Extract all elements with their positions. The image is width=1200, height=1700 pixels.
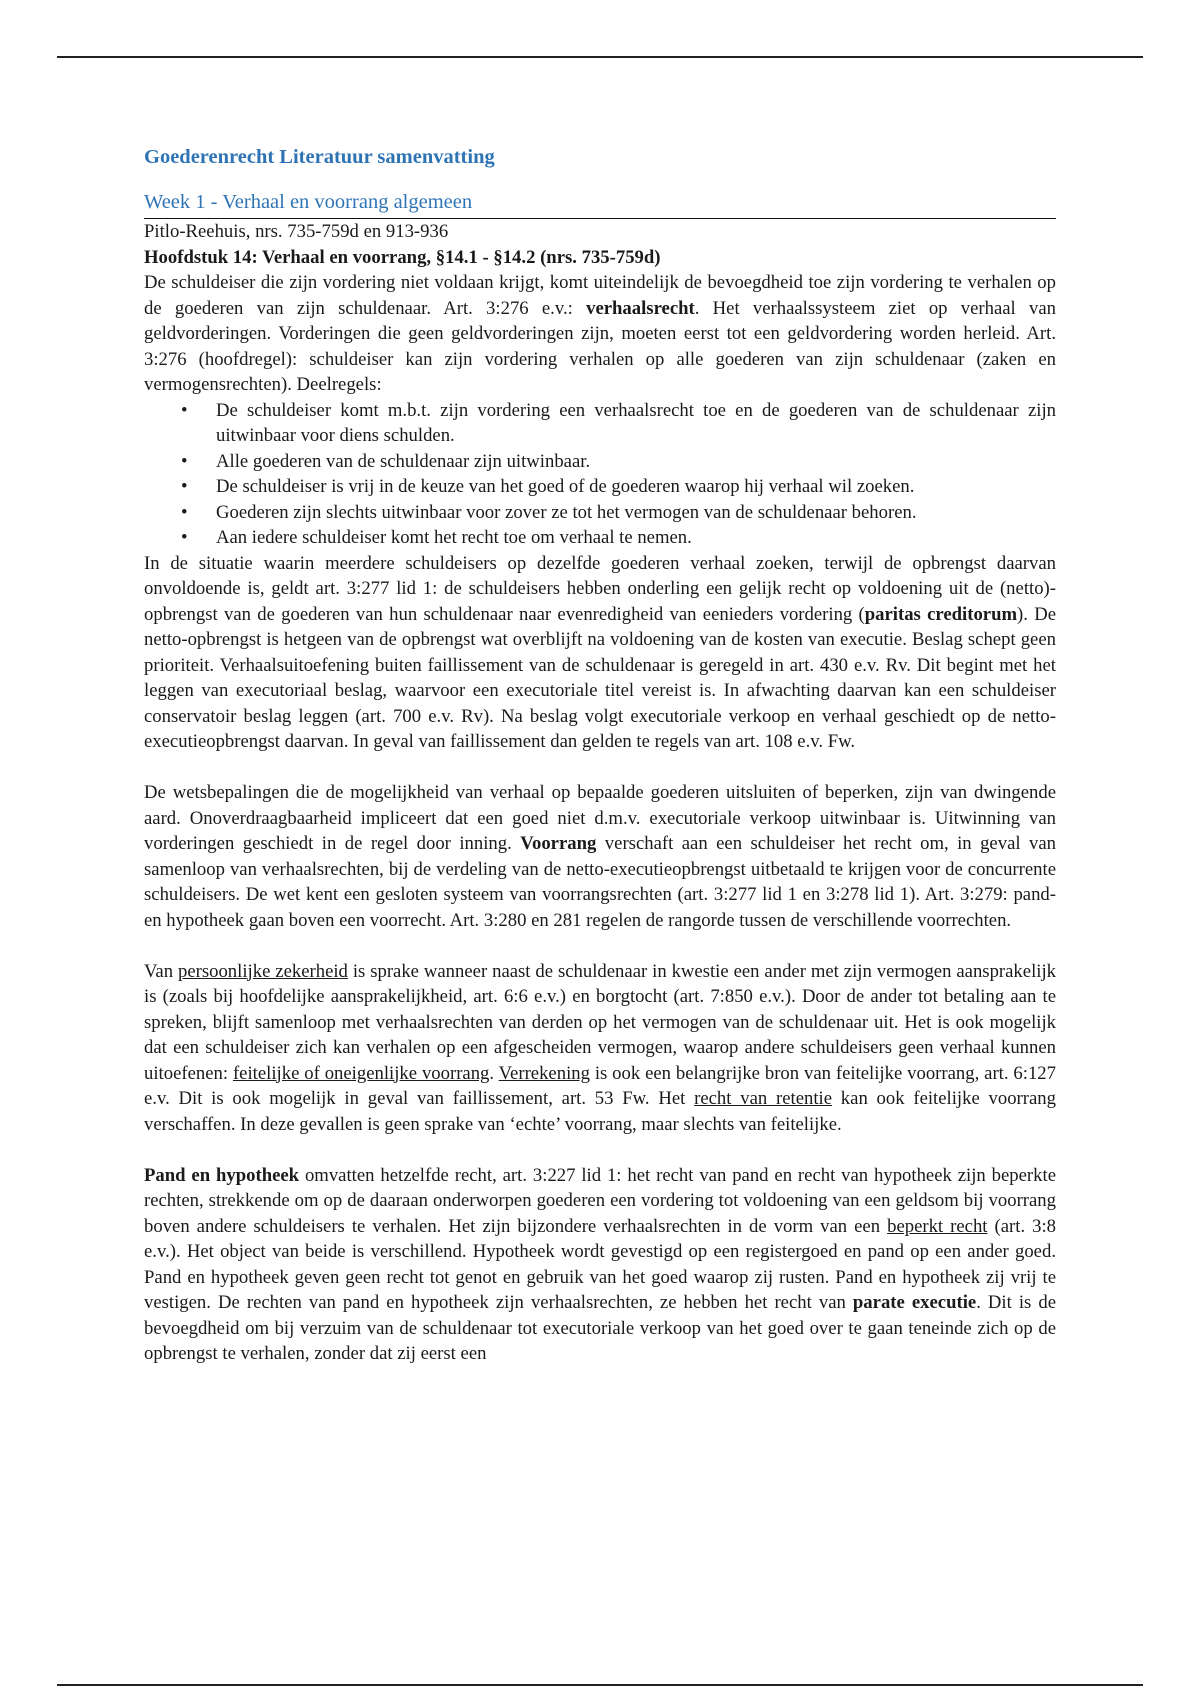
paragraph-paritas-creditorum: In de situatie waarin meerdere schuldeisers op dezelfde goederen verhaal zoeken, terwijl de opbrengst daarvan onvoldoende is, geldt art. 3:277 lid 1: de schuldeisers hebben onderling een gelijk recht op voldoening uit de (netto)-opbrengst van de goederen van hun schuldenaar naar evenredigheid van eenieders vordering (paritas creditorum). De netto-opbrengst is hetgeen van de opbrengst wat overblijft na voldoening van de kosten van executie. Beslag schept geen prioriteit. Verhaalsuitoefening buiten faillissement van de schuldenaar is geregeld in art. 430 e.v. Rv. Dit begint met het leggen van executoriaal beslag, waarvoor een executoriale titel vereist is. In afwachting daarvan kan een schuldeiser conservatoir beslag leggen (art. 700 e.v. Rv). Na beslag volgt executoriale verkoop en verhaal geschiedt op de netto-executieopbrengst daarvan. In geval van faillissement dan gelden te regels van art. 108 e.v. Fw. — [144, 552, 1057, 752]
document-title: Goederenrecht Literatuur samenvatting — [144, 146, 495, 168]
list-item: • Aan iedere schuldeiser komt het recht toe om verhaal te nemen. — [216, 525, 1056, 551]
term-beperkt-recht: beperkt recht — [887, 1215, 988, 1237]
paragraph-spacer — [144, 755, 1056, 781]
term-persoonlijke-zekerheid: persoonlijke zekerheid — [177, 960, 348, 982]
term-voorrang: Voorrang — [520, 833, 597, 854]
term-feitelijke-voorrang: feitelijke of oneigenlijke voorrang — [232, 1062, 490, 1084]
footer-rule — [57, 1684, 1143, 1686]
bullet-icon: • — [181, 450, 188, 472]
bullet-icon: • — [181, 476, 188, 497]
term-verrekening: Verrekening — [498, 1062, 590, 1084]
bullet-icon: • — [181, 501, 188, 523]
term-paritas-creditorum: paritas creditorum — [864, 603, 1018, 625]
bullet-icon: • — [181, 399, 188, 421]
paragraph-voorrang: De wetsbepalingen die de mogelijkheid van verhaal op bepaalde goederen uitsluiten of beperken, zijn van dwingende aard. Onoverdraagbaarheid impliceert dat een goed niet d.m.v. executoriale verkoop uitwinbaar is. Uitwinning van vorderingen geschiedt in de regel door inning. Voorrang verschaft aan een schuldeiser het recht om, in geval van samenloop van verhaalsrechten, bij de verdeling van de netto-executieopbrengst uitbetaald te krijgen voor de concurrente schuldeisers. De wet kent een gesloten systeem van voorrangsrechten (art. 3:277 lid 1 en 3:278 lid 1). Art. 3:279: pand- en hypotheek gaan boven een voorrecht. Art. 3:280 en 281 regelen de rangorde tussen de verschillende voorrechten. — [144, 782, 1056, 931]
deelregels-list — [144, 398, 1056, 551]
list-item: • Goederen zijn slechts uitwinbaar voor zover ze tot het vermogen van de schuldenaar behoren. — [216, 500, 1056, 526]
list-item: • Alle goederen van de schuldenaar zijn uitwinbaar. — [216, 449, 1056, 475]
paragraph-spacer — [144, 1137, 1056, 1163]
paragraph-persoonlijke-zekerheid: Van persoonlijke zekerheid is sprake wanneer naast de schuldenaar in kwestie een ander met zijn vermogen aansprakelijk is (zoals bij hoofdelijke aansprakelijkheid, art. 6:6 e.v.) en borgtocht (art. 7:850 e.v.). Door de ander tot betaling aan te spreken, blijft samenloop met verhaalsrechten van derden op het vermogen van de schuldenaar uit. Het is ook mogelijk dat een schuldeiser zich kan verhalen op een afgescheiden vermogen, waarop andere schuldeisers geen verhaal kunnen uitoefenen: feitelijke of oneigenlijke voorrang. Verrekening is ook een belangrijke bron van feitelijke voorrang, art. 6:127 e.v. Dit is ook mogelijk in geval van faillissement, art. 53 Fw. Het recht van retentie kan ook feitelijke voorrang verschaffen. In deze gevallen is geen sprake van ‘echte’ voorrang, maar slechts van feitelijke. — [144, 960, 1056, 1135]
paragraph-pand-en-hypotheek: Pand en hypotheek omvatten hetzelfde recht, art. 3:227 lid 1: het recht van pand en recht van hypotheek zijn beperkte rechten, strekkende om op de daaraan onderworpen goederen een vordering tot voldoening van een geldsom bij voorrang boven andere schuldeisers te verhalen. Het zijn bijzondere verhaalsrechten in de vorm van een beperkt recht (art. 3:8 e.v.). Het object van beide is verschillend. Hypotheek wordt gevestigd op een registergoed en pand op een ander goed. Pand en hypotheek geven geen recht tot genot en gebruik van het goed waarop zij rusten. Pand en hypotheek zij vrij te vestigen. De rechten van pand en hypotheek zijn verhaalsrechten, ze hebben het recht van parate executie. Dit is de bevoegdheid om bij verzuim van de schuldenaar tot executoriale verkoop van het goed over te gaan teneinde zich op de opbrengst te verhalen, zonder dat zij eerst een — [144, 1164, 1057, 1364]
chapter-heading: Hoofdstuk 14: Verhaal en voorrang, §14.1 - §14.2 (nrs. 735-759d) — [144, 246, 661, 268]
header-rule — [57, 56, 1143, 58]
list-item: • De schuldeiser is vrij in de keuze van het goed of de goederen waarop hij verhaal wil zoeken. — [216, 474, 1056, 500]
paragraph-verhaalsrecht: De schuldeiser die zijn vordering niet voldaan krijgt, komt uiteindelijk de bevoegdheid toe zijn vordering te verhalen op de goederen van zijn schuldenaar. Art. 3:276 e.v.: verhaalsrecht. Het verhaalssysteem ziet op verhaal van geldvorderingen. Vorderingen die geen geldvorderingen zijn, moeten eerst tot een geldvordering worden herleid. Art. 3:276 (hoofdregel): schuldeiser kan zijn vordering verhalen op alle goederen van zijn schuldenaar (zaken en vermogensrechten). Deelregels: — [144, 272, 1056, 395]
term-verhaalsrecht: verhaalsrecht — [586, 297, 695, 319]
bullet-icon: • — [181, 527, 188, 548]
page-content — [144, 140, 1056, 1367]
source-reference: Pitlo-Reehuis, nrs. 735-759d en 913-936 — [144, 221, 449, 242]
term-parate-executie: parate executie — [852, 1292, 977, 1313]
list-item: • De schuldeiser komt m.b.t. zijn vordering een verhaalsrecht toe en de goederen van de schuldenaar zijn uitwinbaar voor diens schulden. — [181, 399, 1056, 446]
term-pand-en-hypotheek: Pand en hypotheek — [144, 1164, 300, 1186]
week-heading: Week 1 - Verhaal en voorrang algemeen — [144, 187, 1056, 219]
term-recht-van-retentie: recht van retentie — [694, 1088, 833, 1109]
paragraph-spacer — [144, 933, 1056, 959]
